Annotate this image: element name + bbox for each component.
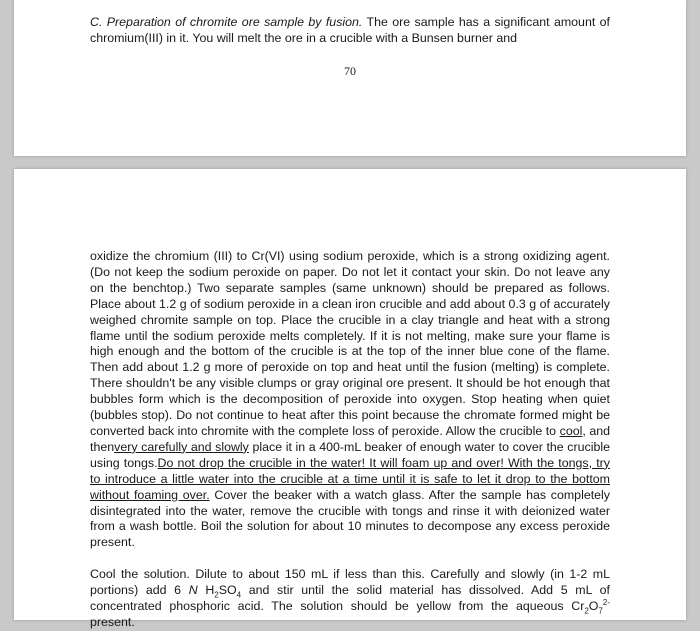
subscript: 2 — [214, 590, 219, 600]
subscript: 2 — [584, 606, 589, 616]
formula-part: H — [197, 582, 215, 597]
text-run: place it in a 400-mL beaker of enough water to cover the crucible using tongs. — [90, 439, 610, 470]
text-run: and stir until the solid material has dissolved. Add 5 mL of concentrated phosphoric acid. The solution should be yellow from the aqueous Cr — [90, 582, 610, 613]
subscript: 7 — [598, 606, 603, 616]
acidification-paragraph — [90, 567, 610, 631]
section-c-intro-paragraph — [90, 15, 610, 47]
underlined-warning: Do not drop the crucible in the water! It will foam up and over! With the tongs, try to introduce a little water into the crucible at a time until it is safe to let it drop to the bottom without foaming over. — [90, 455, 610, 502]
fusion-procedure-paragraph — [90, 249, 610, 551]
page-number: 70 — [344, 64, 356, 78]
current-page — [14, 169, 686, 629]
superscript: 2- — [602, 597, 610, 607]
formula-part: O — [588, 598, 599, 613]
formula-part: SO — [218, 582, 237, 597]
text-run: Cool the solution. Dilute to about 150 mL if less than this. Carefully and slowly (in 1-2 mL portions) add 6 — [90, 567, 610, 597]
text-run: present. — [90, 614, 135, 629]
previous-page — [14, 0, 686, 156]
underlined-carefully: very carefully and slowly — [114, 439, 249, 454]
underlined-cool: cool — [559, 423, 583, 438]
intro-text: The ore sample has a significant amount of chromium(III) in it. You will melt the ore in a crucible with a Bunsen burner and — [90, 15, 610, 45]
text-run: , and then — [90, 423, 611, 454]
subscript: 4 — [236, 590, 242, 600]
section-c-heading: C. Preparation of chromite ore sample by fusion. — [90, 15, 363, 29]
normality-symbol: N — [188, 582, 198, 597]
text-run: Cover the beaker with a watch glass. After the sample has completely disintegrated into the water, remove the crucible with tongs and rinse it with deionized water from a wash bottle. Boil the solution for about 10 minutes to decompose any excess peroxide present. — [90, 487, 610, 550]
text-run: oxidize the chromium (III) to Cr(VI) using sodium peroxide, which is a strong oxidizing agent. (Do not keep the sodium peroxide on paper. Do not let it contact your skin. Do not leave any on the benchtop.) Two separate samples (same unknown) should be prepared as follows. Place about 1.2 g of sodium peroxide in a clean iron crucible and add about 0.3 g of accurately weighed chromite sample on top. Place the crucible in a clay triangle and heat with a strong flame until the sodium peroxide melts completely. If it is not melting, make sure your flame is high enough and the bottom of the crucible is at the top of the inner blue cone of the flame. Then add about 1.2 g more of peroxide on top and heat until the fusion (melting) is complete. There shouldn't be any visible clumps or gray original ore present. It should be hot enough that bubbles form which is the decomposition of peroxide into oxygen. Stop heating when quiet (bubbles stop). Do not continue to heat after this point because the chromate formed might be converted back into chromite with the complete loss of peroxide. Allow the crucible to — [90, 249, 610, 438]
